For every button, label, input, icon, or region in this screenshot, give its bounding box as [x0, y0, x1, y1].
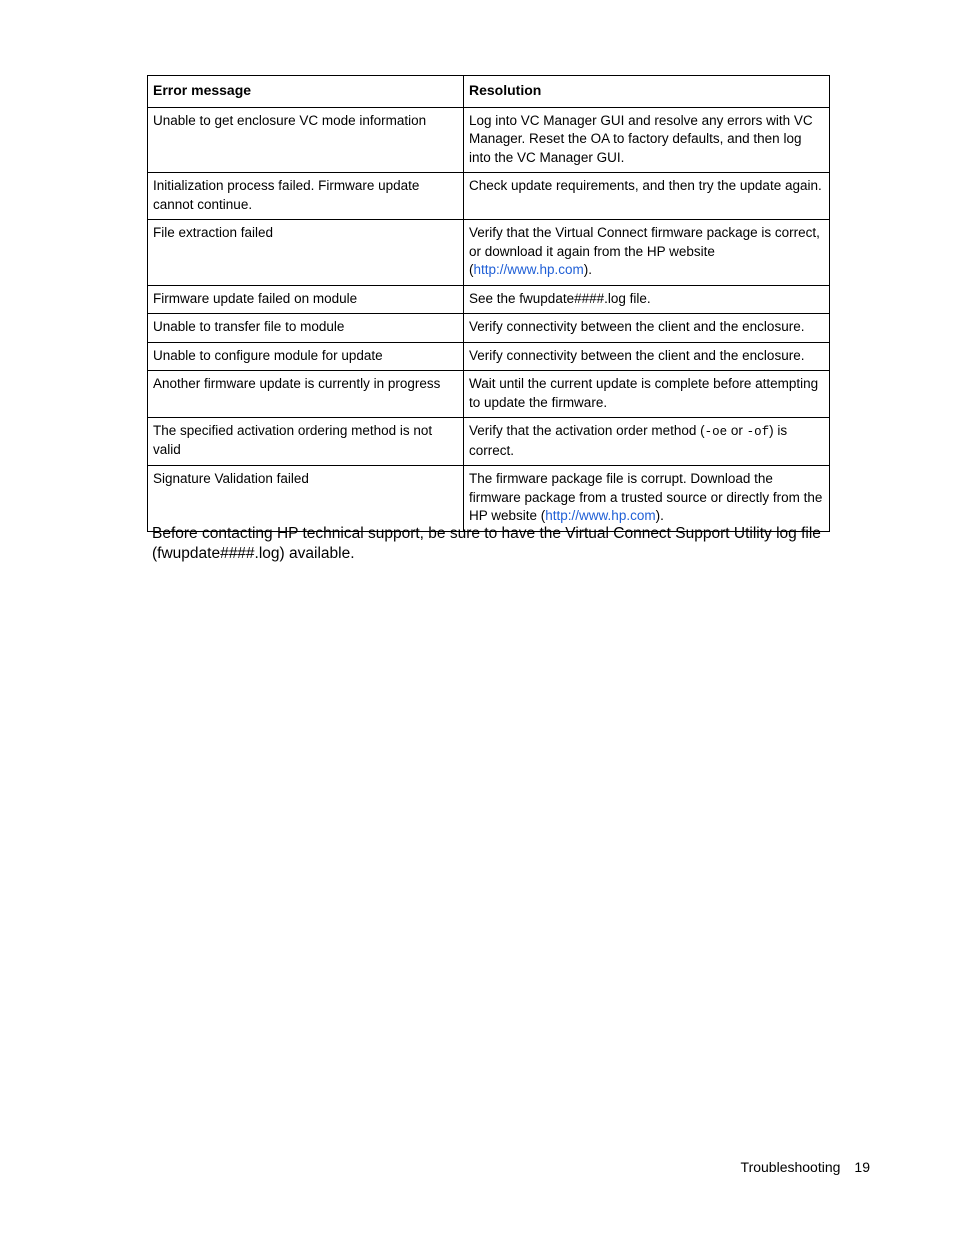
table-row — [148, 220, 830, 286]
table-row — [148, 418, 830, 466]
table-row — [148, 107, 830, 173]
code-option-oe: -oe — [704, 425, 728, 439]
column-header-resolution: Resolution — [464, 76, 830, 108]
resolution-text: Verify that the Virtual Connect firmware package is correct, or download it again from the HP website ( — [469, 225, 820, 277]
error-cell: The specified activation ordering method is not valid — [148, 418, 464, 466]
resolution-cell: See the fwupdate####.log file. — [464, 285, 830, 314]
table-row — [148, 285, 830, 314]
error-resolution-table — [147, 75, 830, 532]
error-cell: Another firmware update is currently in progress — [148, 371, 464, 418]
hp-website-link[interactable]: http://www.hp.com — [473, 262, 584, 277]
error-cell: Unable to transfer file to module — [148, 314, 464, 343]
resolution-text: or — [727, 423, 747, 438]
hp-website-link[interactable]: http://www.hp.com — [545, 508, 656, 523]
resolution-cell: Check update requirements, and then try the update again. — [464, 173, 830, 220]
resolution-cell: Wait until the current update is complete before attempting to update the firmware. — [464, 371, 830, 418]
table-row — [148, 314, 830, 343]
error-cell: Initialization process failed. Firmware update cannot continue. — [148, 173, 464, 220]
error-cell: File extraction failed — [148, 220, 464, 286]
resolution-text: ). — [655, 508, 664, 523]
resolution-text: ). — [583, 262, 593, 277]
error-cell: Signature Validation failed — [148, 466, 464, 532]
table-row — [148, 173, 830, 220]
resolution-text: ) is correct. — [469, 423, 788, 458]
footer-section-title: Troubleshooting — [740, 1159, 841, 1175]
resolution-text: The firmware package file is corrupt. Download the firmware package from a trusted source or directly from the HP website ( — [469, 471, 823, 523]
resolution-cell — [464, 220, 830, 286]
resolution-cell: Log into VC Manager GUI and resolve any errors with VC Manager. Reset the OA to factory defaults, and then log into the VC Manager GUI. — [464, 107, 830, 173]
resolution-text: Verify that the activation order method ( — [469, 423, 705, 438]
table-row — [148, 342, 830, 371]
resolution-cell — [464, 418, 830, 466]
support-note: Before contacting HP technical support, be sure to have the Virtual Connect Support Utility log file (fwupdate####.log) available. — [152, 525, 821, 562]
table-header-row — [148, 76, 830, 108]
table-row — [148, 466, 830, 532]
page-footer — [741, 1158, 870, 1176]
resolution-cell: Verify connectivity between the client and the enclosure. — [464, 314, 830, 343]
code-option-of: -of — [746, 425, 770, 439]
page-number: 19 — [854, 1159, 870, 1175]
resolution-cell — [464, 466, 830, 532]
table-row — [148, 371, 830, 418]
resolution-cell: Verify connectivity between the client and the enclosure. — [464, 342, 830, 371]
error-cell: Unable to configure module for update — [148, 342, 464, 371]
column-header-error: Error message — [148, 76, 464, 108]
error-cell: Unable to get enclosure VC mode information — [148, 107, 464, 173]
error-cell: Firmware update failed on module — [148, 285, 464, 314]
